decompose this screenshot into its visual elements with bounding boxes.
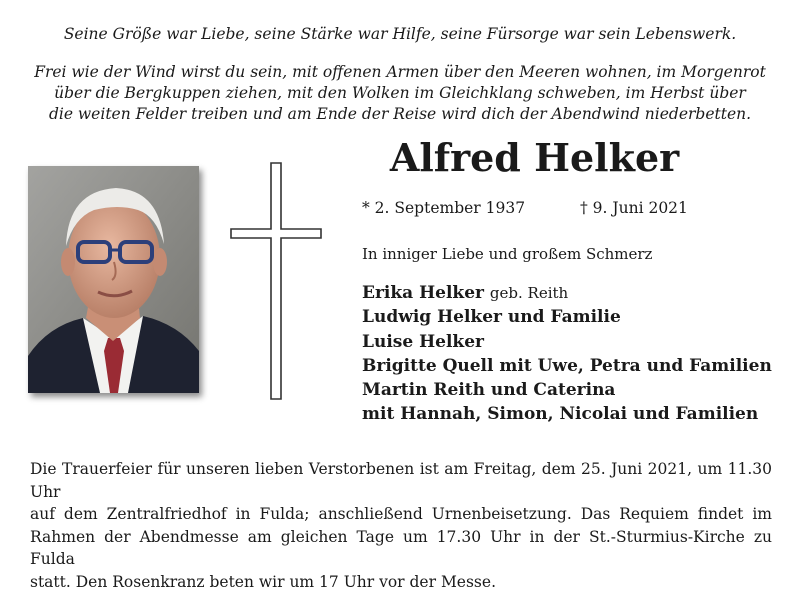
funeral-details-line: auf dem Zentralfriedhof in Fulda; anschließend Urnenbeisetzung. Das Requiem findet im [30,503,772,526]
mourner-name: Brigitte Quell mit Uwe, Petra und Familien [362,356,772,376]
poem-line: die weiten Felder treiben und am Ende der Reise wird dich der Abendwind niederbetten. [49,105,751,123]
mourner-item [362,281,772,305]
poem-line: über die Bergkuppen ziehen, mit den Wolken im Gleichklang schweben, im Herbst über [54,84,746,102]
mourner-name: Luise Helker [362,332,484,352]
mourner-item [362,354,772,378]
funeral-details-line: Rahmen der Abendmesse am gleichen Tage um 17.30 Uhr in der St.-Sturmius-Kirche zu Fulda [30,526,772,571]
latin-cross-icon [230,162,322,404]
birth-date: * 2. September 1937 [362,199,525,217]
mourning-intro: In inniger Liebe und großem Schmerz [362,245,652,263]
mourner-note: geb. Reith [490,284,568,302]
mourner-name: Erika Helker [362,283,484,303]
poem-line: Frei wie der Wind wirst du sein, mit offenen Armen über den Meeren wohnen, im Morgenrot [34,63,766,81]
mourner-item [362,305,772,329]
portrait-photo [28,166,199,393]
mourner-name: Ludwig Helker und Familie [362,307,621,327]
funeral-details-line: statt. Den Rosenkranz beten wir um 17 Uhr vor der Messe. [30,571,772,593]
quote-line-1: Seine Größe war Liebe, seine Stärke war Hilfe, seine Fürsorge war sein Lebenswerk. [0,24,800,45]
funeral-details [30,458,772,593]
mourner-name: Martin Reith und Caterina [362,380,615,400]
mourner-name: mit Hannah, Simon, Nicolai und Familien [362,404,758,424]
death-date: † 9. Juni 2021 [580,199,688,217]
mourners-list [362,281,772,427]
mourner-item [362,378,772,402]
mourner-item [362,402,772,426]
mourner-item [362,330,772,354]
funeral-details-line: Die Trauerfeier für unseren lieben Verstorbenen ist am Freitag, dem 25. Juni 2021, um 11.30 Uhr [30,458,772,503]
poem-block [0,62,800,125]
deceased-name: Alfred Helker [362,135,707,181]
